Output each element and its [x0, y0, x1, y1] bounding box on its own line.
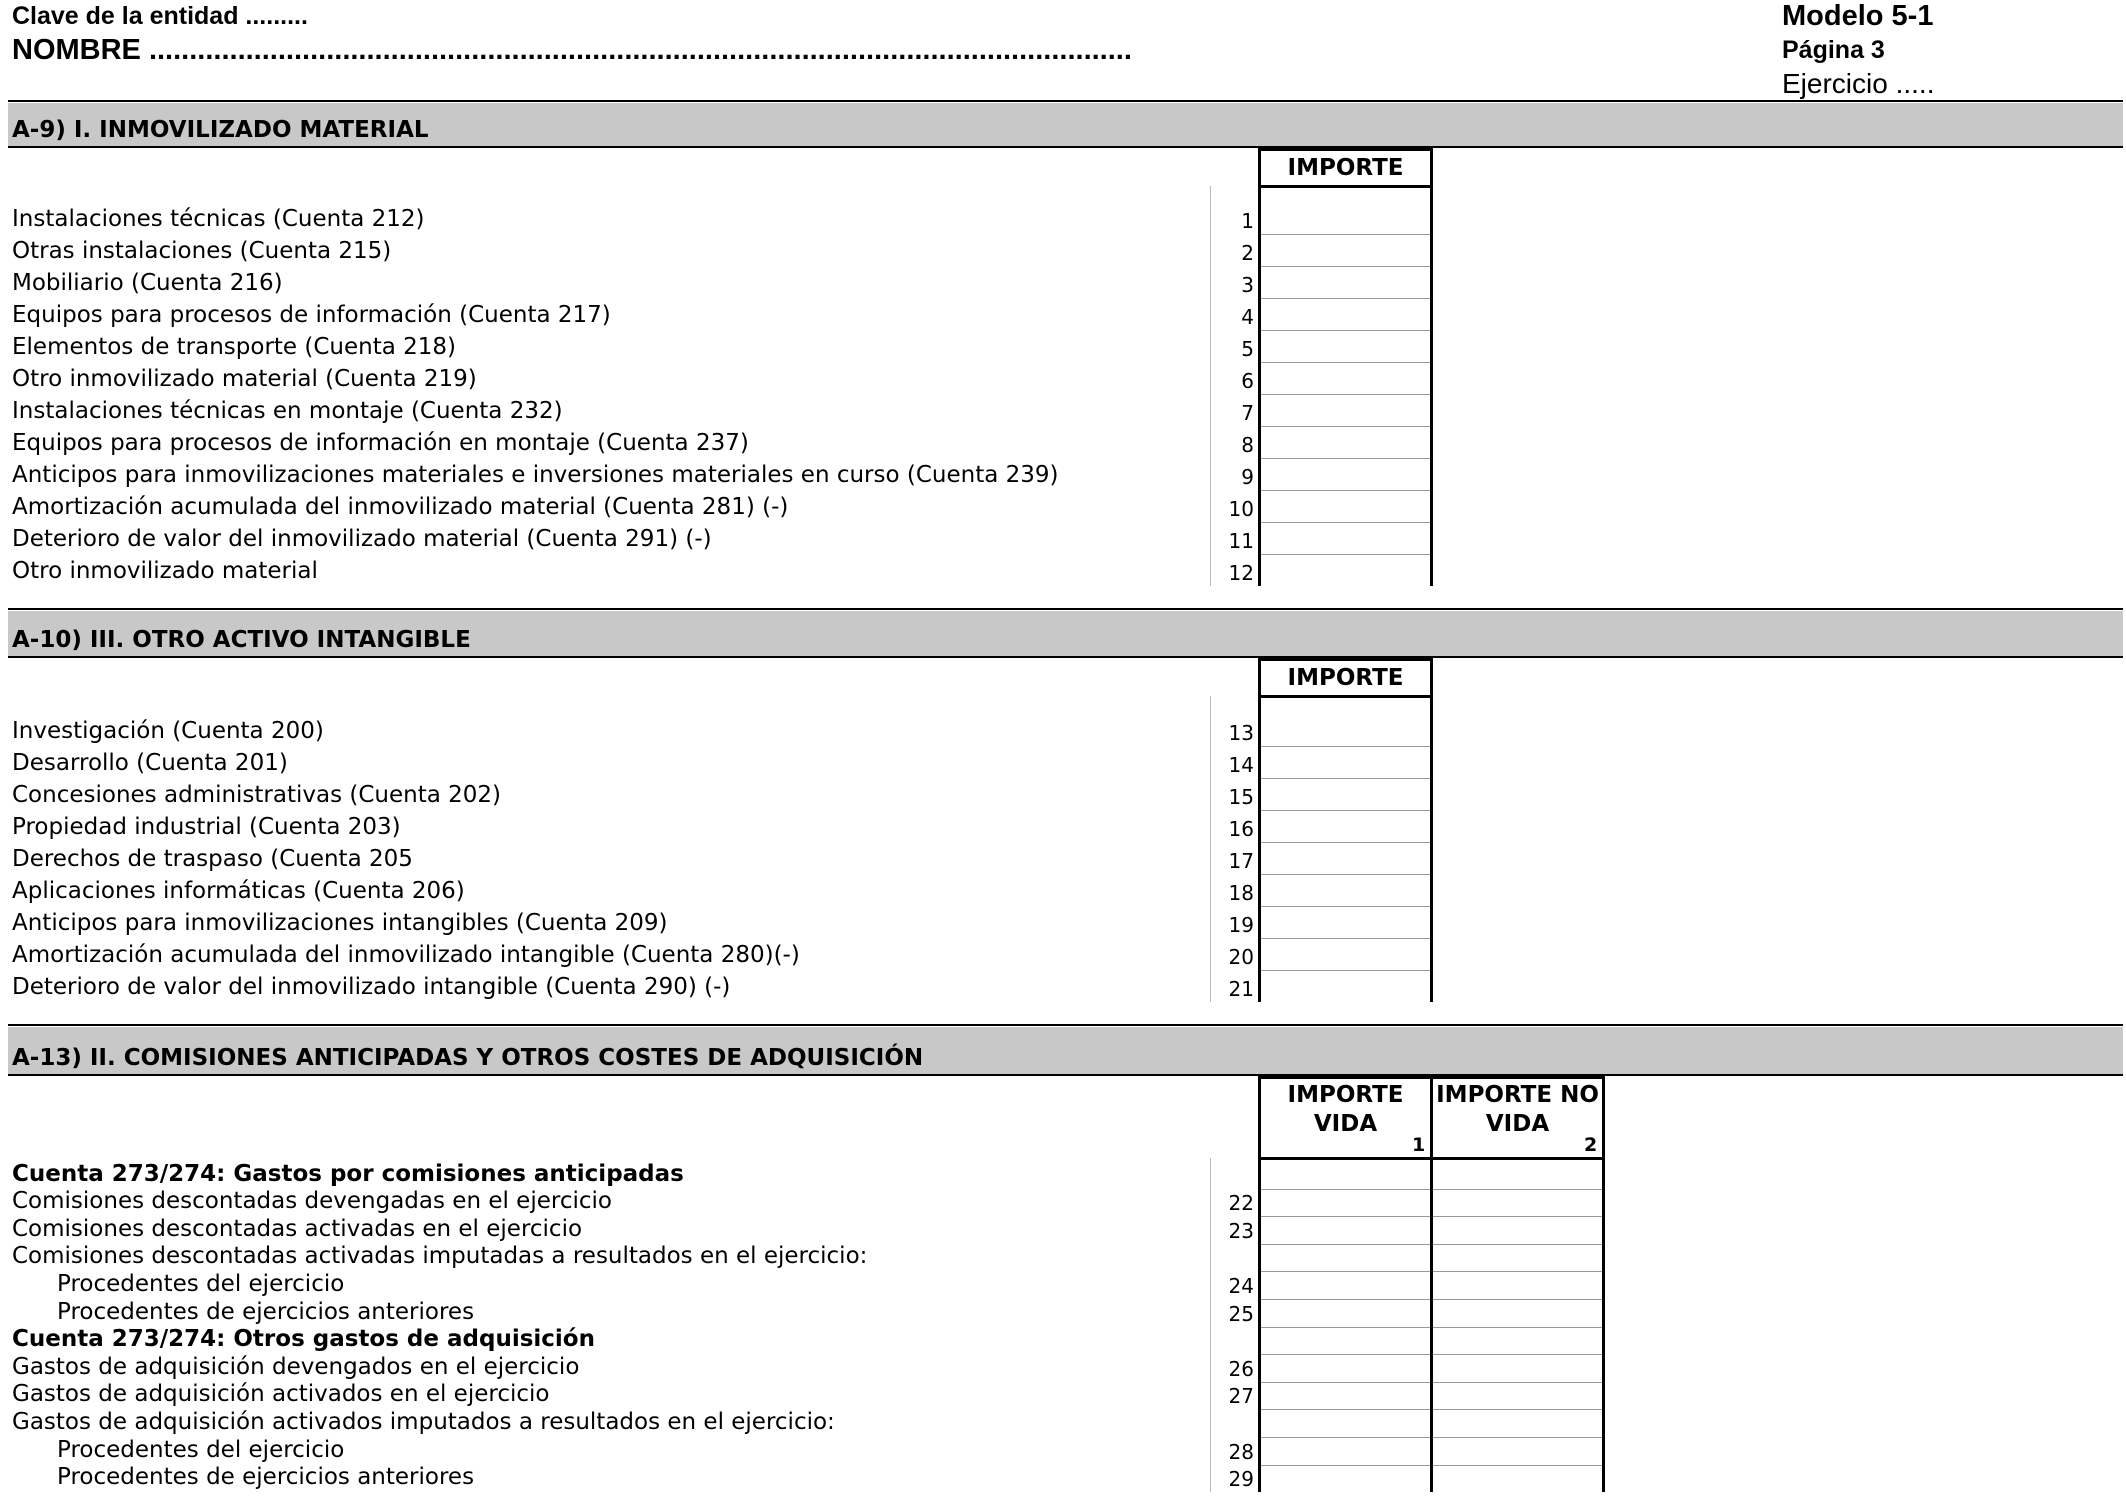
- row-divider: [1433, 1327, 1602, 1328]
- row-number: 16: [1228, 817, 1254, 841]
- row-number: 23: [1228, 1218, 1254, 1243]
- value-cell[interactable]: [1261, 523, 1430, 553]
- row-divider: [1261, 522, 1430, 523]
- row-label: Equipos para procesos de información (Cuenta 217): [12, 302, 611, 328]
- row-number: 29: [1228, 1467, 1254, 1492]
- row-divider: [1261, 266, 1430, 267]
- row-number: 28: [1228, 1439, 1254, 1464]
- value-cell[interactable]: [1261, 715, 1430, 745]
- row-divider: [1261, 330, 1430, 331]
- row-label: Elementos de transporte (Cuenta 218): [12, 334, 457, 360]
- row-label: Anticipos para inmovilizaciones intangibles (Cuenta 209): [12, 910, 668, 936]
- row-divider: [1261, 490, 1430, 491]
- value-cell[interactable]: [1261, 299, 1430, 329]
- value-cell[interactable]: [1261, 491, 1430, 521]
- column-header-importe-no-vida: [1430, 1076, 1605, 1160]
- row-divider: [1261, 746, 1430, 747]
- section-header-a10: [8, 611, 2123, 656]
- row-number: 19: [1228, 913, 1254, 937]
- value-cell[interactable]: [1261, 1190, 1430, 1216]
- value-cell[interactable]: [1261, 331, 1430, 361]
- row-label: Deterioro de valor del inmovilizado intangible (Cuenta 290) (-): [12, 974, 731, 1000]
- row-label: Procedentes del ejercicio: [57, 1271, 345, 1297]
- value-cell[interactable]: [1433, 1300, 1602, 1326]
- row-label: Comisiones descontadas activadas imputadas a resultados en el ejercicio:: [12, 1243, 868, 1270]
- value-cell[interactable]: [1433, 1410, 1602, 1436]
- row-divider: [1433, 1216, 1602, 1217]
- column-header-line: VIDA: [1313, 1111, 1378, 1137]
- row-divider: [1261, 1271, 1430, 1272]
- value-cell[interactable]: [1433, 1162, 1602, 1188]
- row-number: 22: [1228, 1191, 1254, 1216]
- value-cell[interactable]: [1433, 1245, 1602, 1271]
- value-cell[interactable]: [1261, 1355, 1430, 1381]
- row-divider: [1261, 938, 1430, 939]
- value-cell[interactable]: [1261, 971, 1430, 1001]
- column-header-line: IMPORTE: [1287, 1082, 1404, 1108]
- column-header-line: VIDA: [1485, 1111, 1550, 1137]
- row-divider: [1261, 1216, 1430, 1217]
- row-number: 8: [1241, 433, 1254, 457]
- row-number: 11: [1228, 529, 1254, 553]
- row-divider: [1261, 458, 1430, 459]
- row-label: Desarrollo (Cuenta 201): [12, 750, 288, 776]
- value-cell[interactable]: [1261, 1300, 1430, 1326]
- row-label: Comisiones descontadas devengadas en el ejercicio: [12, 1188, 612, 1215]
- row-number: 24: [1228, 1274, 1254, 1298]
- divider: [8, 146, 2123, 148]
- row-number: 25: [1228, 1301, 1254, 1326]
- value-cell[interactable]: [1261, 1466, 1430, 1492]
- row-label: Equipos para procesos de información en montaje (Cuenta 237): [12, 430, 749, 456]
- row-divider: [1261, 362, 1430, 363]
- divider: [8, 656, 2123, 658]
- divider: [8, 608, 2123, 610]
- section-title: A-13) II. COMISIONES ANTICIPADAS Y OTROS COSTES DE ADQUISICIÓN: [12, 1045, 924, 1071]
- row-label: Instalaciones técnicas en montaje (Cuenta 232): [12, 398, 563, 424]
- row-divider: [1433, 1271, 1602, 1272]
- section-header-a9: [8, 103, 2123, 146]
- column-header-line: IMPORTE NO: [1436, 1082, 1599, 1108]
- row-number: 17: [1228, 849, 1254, 873]
- row-divider: [1261, 874, 1430, 875]
- row-number: 4: [1241, 305, 1254, 329]
- value-cell[interactable]: [1261, 1217, 1430, 1243]
- row-divider: [1261, 1327, 1430, 1328]
- row-number: 20: [1228, 945, 1254, 969]
- row-divider: [1261, 1244, 1430, 1245]
- row-label: Deterioro de valor del inmovilizado material (Cuenta 291) (-): [12, 526, 712, 552]
- row-number: 6: [1241, 369, 1254, 393]
- row-label: Propiedad industrial (Cuenta 203): [12, 814, 401, 840]
- value-cell[interactable]: [1261, 1162, 1430, 1188]
- row-number: 2: [1241, 241, 1254, 265]
- value-cell[interactable]: [1261, 427, 1430, 457]
- column-number: 2: [1584, 1134, 1598, 1156]
- row-divider: [1261, 1409, 1430, 1410]
- value-cell[interactable]: [1261, 1383, 1430, 1409]
- value-cell[interactable]: [1261, 459, 1430, 489]
- row-divider: [1261, 1354, 1430, 1355]
- row-divider: [1261, 1437, 1430, 1438]
- row-label: Mobiliario (Cuenta 216): [12, 270, 283, 296]
- row-label: Otras instalaciones (Cuenta 215): [12, 238, 392, 264]
- row-divider: [1261, 778, 1430, 779]
- row-label: Concesiones administrativas (Cuenta 202): [12, 782, 502, 808]
- row-number: 26: [1228, 1356, 1254, 1381]
- row-divider: [1261, 426, 1430, 427]
- row-divider: [1261, 554, 1430, 555]
- divider: [8, 1024, 2123, 1026]
- row-divider: [1433, 1244, 1602, 1245]
- row-label: Procedentes de ejercicios anteriores: [57, 1298, 475, 1325]
- value-cell[interactable]: [1261, 1410, 1430, 1436]
- row-number: 5: [1241, 337, 1254, 361]
- value-cell[interactable]: [1433, 1272, 1602, 1298]
- row-label: Derechos de traspaso (Cuenta 205: [12, 846, 413, 872]
- row-divider: [1261, 970, 1430, 971]
- value-cell[interactable]: [1433, 1217, 1602, 1243]
- value-cell[interactable]: [1261, 1272, 1430, 1298]
- row-number: 27: [1228, 1384, 1254, 1409]
- value-cell[interactable]: [1261, 267, 1430, 297]
- row-divider: [1261, 810, 1430, 811]
- model-number: Modelo 5-1: [1782, 0, 1934, 32]
- row-label: Gastos de adquisición devengados en el ejercicio: [12, 1353, 580, 1380]
- row-label: Amortización acumulada del inmovilizado material (Cuenta 281) (-): [12, 494, 789, 520]
- section-title: A-9) I. INMOVILIZADO MATERIAL: [12, 117, 429, 143]
- value-cell[interactable]: [1261, 395, 1430, 425]
- row-divider: [1433, 1382, 1602, 1383]
- row-divider: [1261, 298, 1430, 299]
- row-label: Cuenta 273/274: Otros gastos de adquisición: [12, 1326, 595, 1353]
- row-label: Gastos de adquisición activados en el ejercicio: [12, 1381, 550, 1408]
- value-cell[interactable]: [1261, 843, 1430, 873]
- value-cell[interactable]: [1433, 1355, 1602, 1381]
- value-cell[interactable]: [1261, 779, 1430, 809]
- fiscal-year-label: Ejercicio .....: [1782, 68, 1935, 99]
- section-title: A-10) III. OTRO ACTIVO INTANGIBLE: [12, 627, 471, 653]
- row-number: 15: [1228, 785, 1254, 809]
- value-cell[interactable]: [1261, 203, 1430, 233]
- row-label: Anticipos para inmovilizaciones materiales e inversiones materiales en curso (Cuenta 239): [12, 462, 1059, 488]
- column-number: 1: [1412, 1134, 1426, 1156]
- row-divider: [1261, 842, 1430, 843]
- row-number: 18: [1228, 881, 1254, 905]
- value-cell[interactable]: [1261, 875, 1430, 905]
- row-number: 10: [1228, 497, 1254, 521]
- row-divider: [1433, 1354, 1602, 1355]
- value-cell[interactable]: [1261, 1328, 1430, 1354]
- value-cell[interactable]: [1261, 363, 1430, 393]
- divider: [8, 1074, 2123, 1076]
- row-divider: [1433, 1437, 1602, 1438]
- column-header-importe-vida: [1258, 1076, 1433, 1160]
- entity-code-label: Clave de la entidad .........: [12, 2, 308, 30]
- value-cell[interactable]: [1261, 747, 1430, 777]
- value-cell[interactable]: [1433, 1190, 1602, 1216]
- row-divider: [1433, 1409, 1602, 1410]
- row-label: Otro inmovilizado material (Cuenta 219): [12, 366, 477, 392]
- row-label: Amortización acumulada del inmovilizado intangible (Cuenta 280)(-): [12, 942, 800, 968]
- row-label: Instalaciones técnicas (Cuenta 212): [12, 206, 425, 232]
- column-header-importe: IMPORTE: [1258, 658, 1433, 698]
- value-cell[interactable]: [1433, 1383, 1602, 1409]
- row-number: 12: [1228, 561, 1254, 585]
- value-cell[interactable]: [1261, 811, 1430, 841]
- row-label: Gastos de adquisición activados imputados a resultados en el ejercicio:: [12, 1409, 835, 1435]
- value-cell[interactable]: [1261, 235, 1430, 265]
- row-label: Aplicaciones informáticas (Cuenta 206): [12, 878, 465, 904]
- row-number: 21: [1228, 977, 1254, 1001]
- row-label: Comisiones descontadas activadas en el ejercicio: [12, 1215, 583, 1242]
- row-number: 1: [1241, 209, 1254, 233]
- value-cell[interactable]: [1261, 1438, 1430, 1464]
- entity-name-label: NOMBRE ..........................................................................................................................: [12, 34, 1132, 66]
- row-number: 3: [1241, 273, 1254, 297]
- row-number: 9: [1241, 465, 1254, 489]
- value-cell[interactable]: [1433, 1328, 1602, 1354]
- row-divider: [1261, 906, 1430, 907]
- section-header-a13: [8, 1027, 2123, 1074]
- row-divider: [1261, 1299, 1430, 1300]
- divider: [8, 100, 2123, 102]
- row-divider: [1433, 1189, 1602, 1190]
- row-divider: [1261, 394, 1430, 395]
- value-cell[interactable]: [1261, 1245, 1430, 1271]
- row-number: 13: [1228, 721, 1254, 745]
- value-cell[interactable]: [1261, 939, 1430, 969]
- row-label: Procedentes de ejercicios anteriores: [57, 1464, 475, 1491]
- page-number: Página 3: [1782, 36, 1885, 64]
- value-cell[interactable]: [1433, 1466, 1602, 1492]
- row-label: Cuenta 273/274: Gastos por comisiones anticipadas: [12, 1160, 684, 1187]
- row-divider: [1261, 1189, 1430, 1190]
- row-number: 7: [1241, 401, 1254, 425]
- row-divider: [1433, 1465, 1602, 1466]
- value-cell[interactable]: [1261, 907, 1430, 937]
- row-label: Procedentes del ejercicio: [57, 1436, 345, 1463]
- row-divider: [1261, 1465, 1430, 1466]
- value-cell[interactable]: [1433, 1438, 1602, 1464]
- row-label: Otro inmovilizado material: [12, 558, 318, 584]
- row-number: 14: [1228, 753, 1254, 777]
- column-header-importe: IMPORTE: [1258, 148, 1433, 188]
- row-divider: [1261, 234, 1430, 235]
- row-divider: [1261, 1382, 1430, 1383]
- value-cell[interactable]: [1261, 555, 1430, 585]
- row-label: Investigación (Cuenta 200): [12, 718, 324, 744]
- row-divider: [1433, 1299, 1602, 1300]
